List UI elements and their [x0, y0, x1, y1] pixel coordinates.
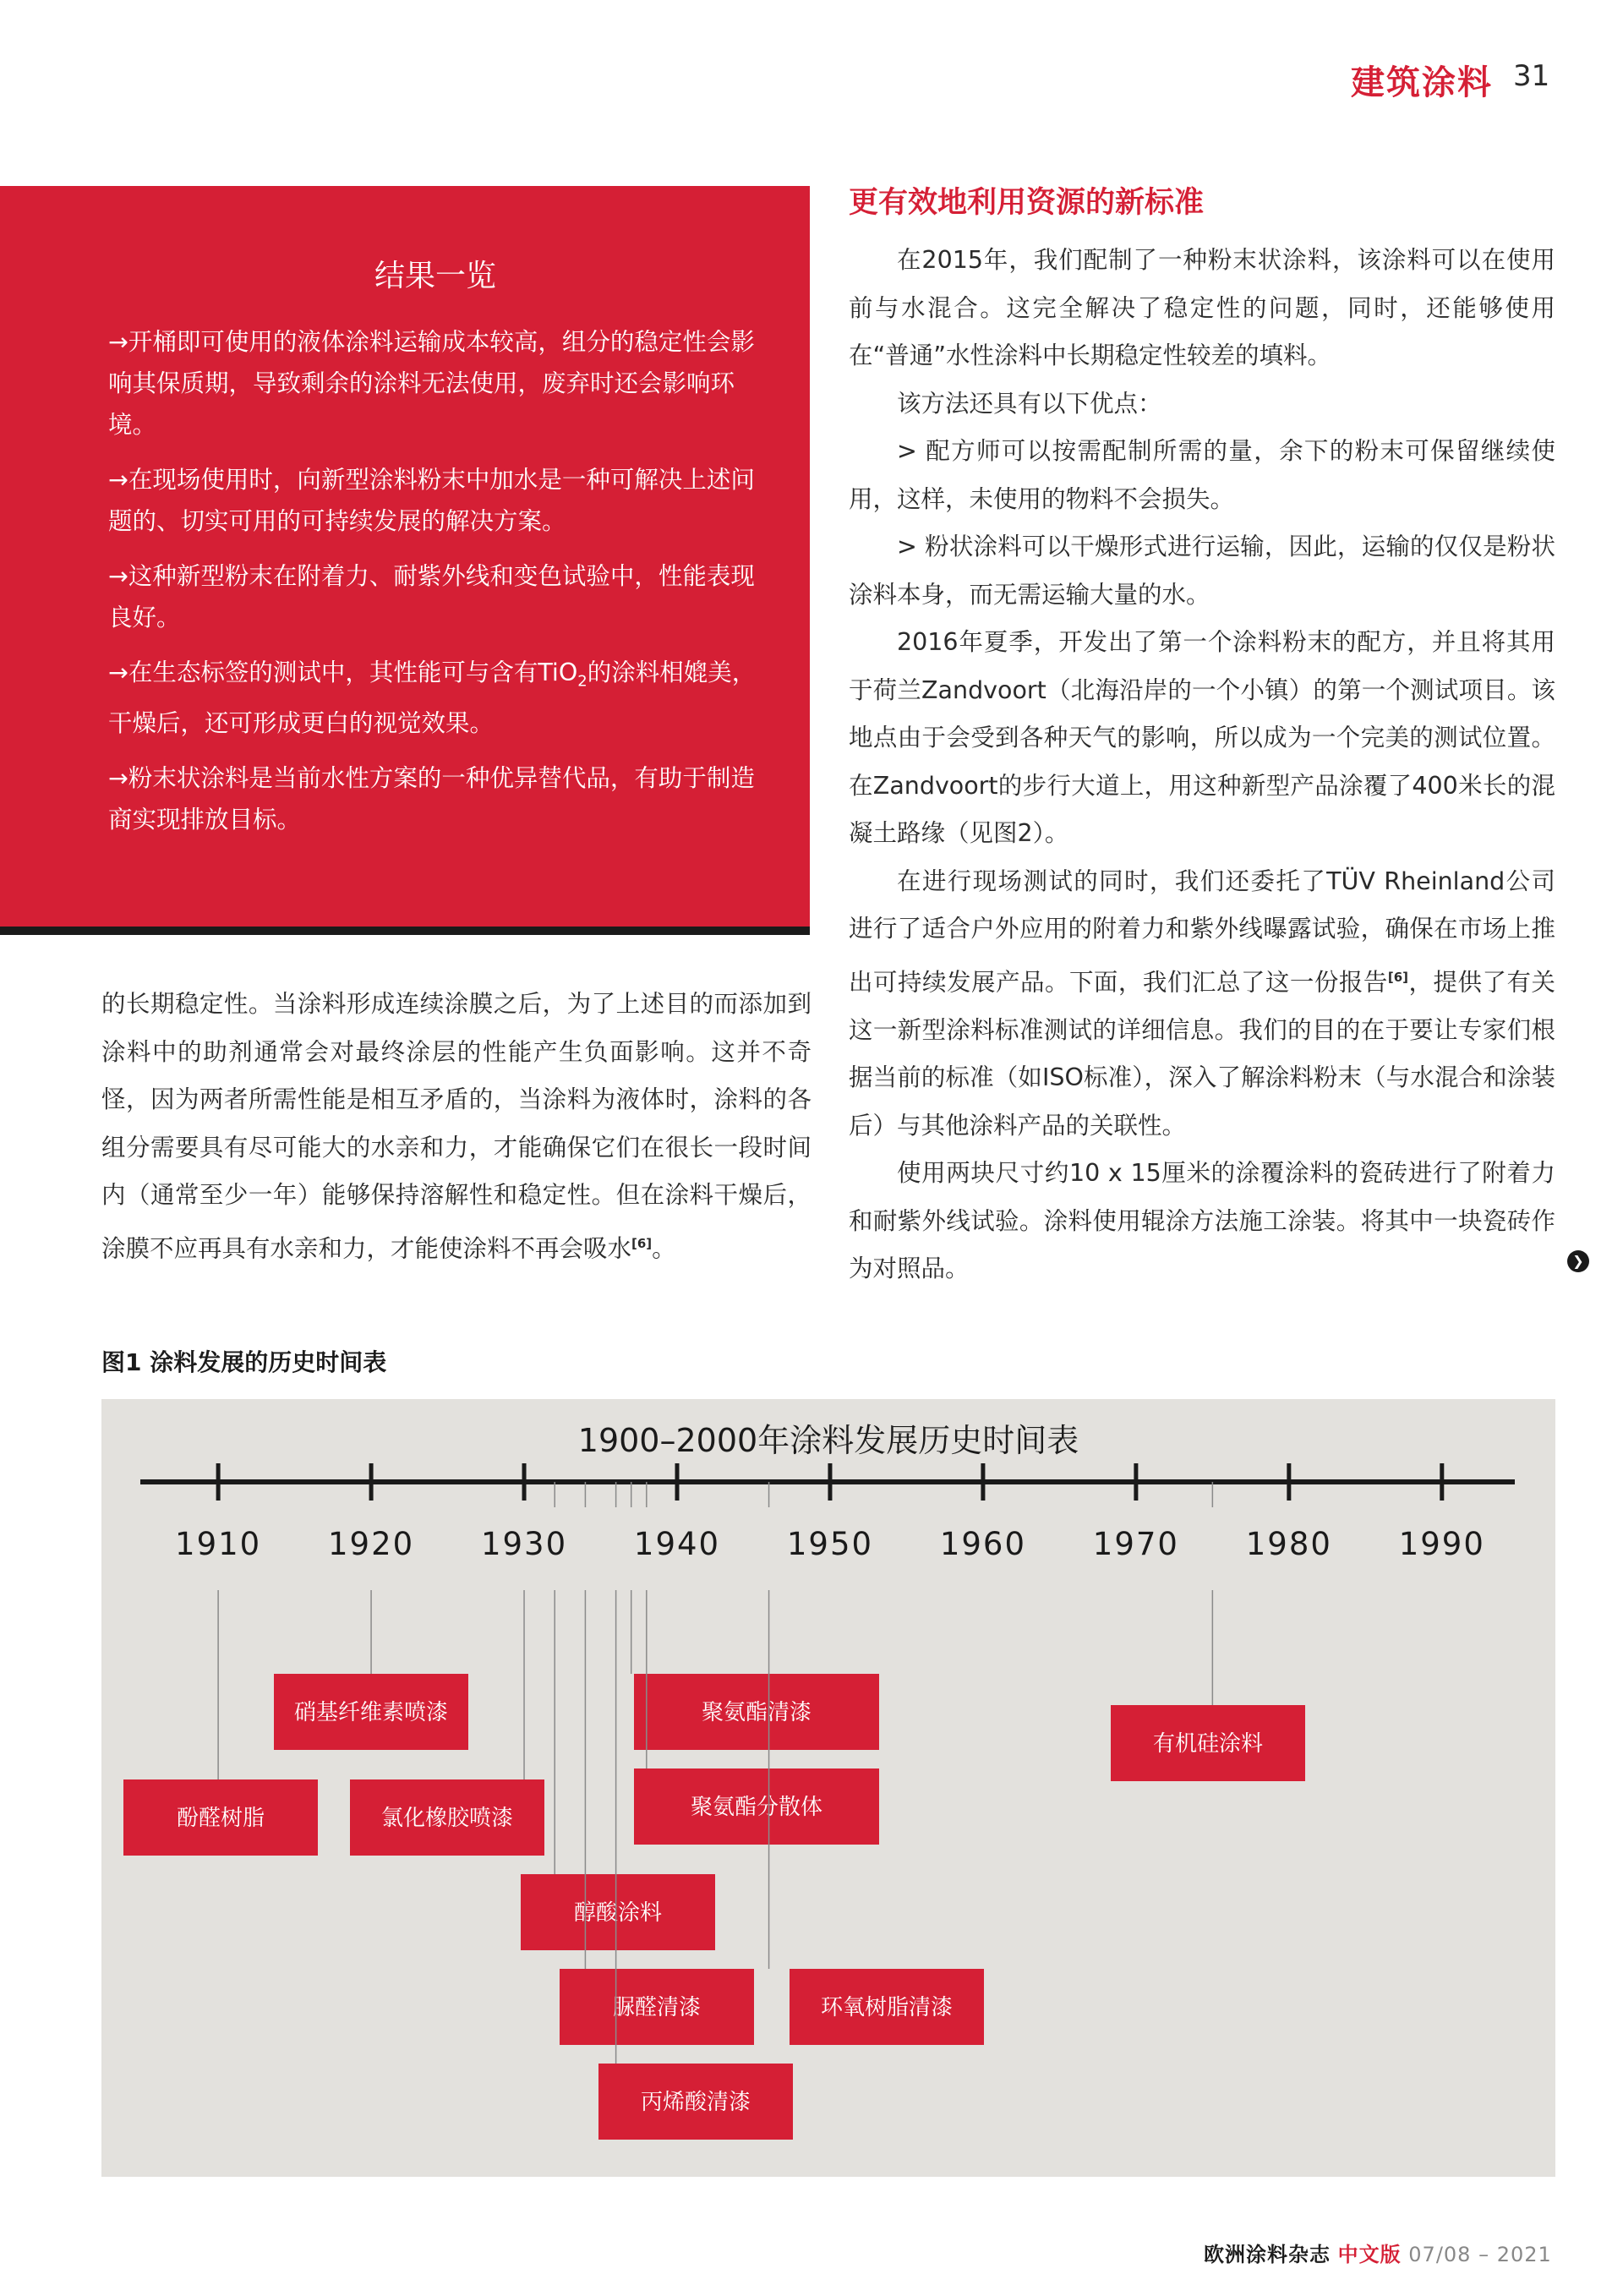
tick-label: 1990 [1398, 1526, 1485, 1562]
body-text-end: 。 [652, 1234, 676, 1262]
paragraph [849, 858, 1555, 1151]
paragraph-text: ，提供了有关这一新型涂料标准测试的详细信息。我们的目的在于要让专家们根据当前的标准（如ISO标准），深入了解涂料粉末（与水混合和涂装后）与其他涂料产品的关联性。 [849, 968, 1555, 1140]
event-label: 氯化橡胶喷漆 [380, 1806, 514, 1831]
body-text: 的长期稳定性。当涂料形成连续涂膜之后，为了上述目的而添加到涂料中的助剂通常会对最终涂层的性能产生负面影响。这并不奇怪，因为两者所需性能是相互矛盾的，当涂料为液体时，涂料的各组分需要具有尽可能大的水亲和力，才能确保它们在很长一段时间内（通常至少一年）能够保持溶解性和稳定性。但在涂料干燥后，涂膜不应再具有水亲和力，才能使涂料不再会吸水 [101, 990, 812, 1262]
event-label: 醇酸涂料 [573, 1900, 663, 1926]
tick-label: 1910 [175, 1526, 262, 1562]
timeline-figure [101, 1399, 1555, 2177]
paragraph: 该方法还具有以下优点： [897, 389, 1162, 418]
paragraph-text: 在进行现场测试的同时，我们还委托了TÜV Rheinland公司进行了适合户外应用的附着力和紫外线曝露试验，确保在市场上推出可持续发展产品。下面，我们汇总了这一份报告 [849, 866, 1555, 996]
summary-item [108, 652, 776, 744]
summary-item-text: 的涂料相媲美，干燥后，还可形成更白的视觉效果。 [108, 659, 757, 737]
chart-title: 1900–2000年涂料发展历史时间表 [577, 1422, 1079, 1459]
reference-mark: [6] [631, 1235, 653, 1251]
section-heading: 更有效地利用资源的新标准 [849, 186, 1205, 220]
tick-label: 1970 [1092, 1526, 1179, 1562]
event-label: 聚氨酯分散体 [690, 1795, 823, 1820]
figure-caption: 图1 涂料发展的历史时间表 [101, 1348, 387, 1376]
tick-label: 1930 [480, 1526, 568, 1562]
summary-item-text: →在生态标签的测试中，其性能可与含有TiO [108, 659, 578, 686]
tick-label: 1920 [327, 1526, 415, 1562]
page-number: 31 [1513, 59, 1550, 93]
reference-mark: [6] [1387, 969, 1409, 985]
event-label: 丙烯酸清漆 [640, 2090, 751, 2115]
tick-label: 1960 [939, 1526, 1027, 1562]
event-label: 有机硅涂料 [1152, 1731, 1264, 1757]
summary-list [108, 321, 776, 854]
left-body-text [101, 981, 812, 1273]
tick-label: 1940 [633, 1526, 721, 1562]
paragraph: 在2015年，我们配制了一种粉末状涂料，该涂料可以在使用前与水混合。这完全解决了稳定性的问题，同时，还能够使用在“普通”水性涂料中长期稳定性较差的填料。 [849, 246, 1555, 369]
section-title: 建筑涂料 [1351, 63, 1493, 102]
tick-label: 1980 [1245, 1526, 1332, 1562]
edition-label: 中文版 [1337, 2243, 1402, 2266]
timeline-chart [101, 1399, 1555, 2177]
arrow-right-circle-icon: ❯ [1567, 1250, 1589, 1272]
magazine-name: 欧洲涂料杂志 [1204, 2243, 1331, 2266]
paragraph: 2016年夏季，开发出了第一个涂料粉末的配方，并且将其用于荷兰Zandvoort（北海沿岸的一个小镇）的第一个测试项目。该地点由于会受到各种天气的影响，所以成为一个完美的测试位置。在Zandvoort的步行大道上，用这种新型产品涂覆了400米长的混凝土路缘（见图2）。 [849, 628, 1555, 847]
subscript: 2 [577, 672, 587, 691]
summary-item: →在现场使用时，向新型涂料粉末中加水是一种可解决上述问题的、切实可用的可持续发展的解决方案。 [108, 466, 755, 535]
footer [1204, 2238, 1552, 2267]
summary-box [0, 186, 810, 935]
issue-date: 07/08 – 2021 [1408, 2243, 1552, 2266]
summary-title: 结果一览 [374, 259, 496, 293]
event-label: 硝基纤维素喷漆 [293, 1700, 449, 1725]
tick-label: 1950 [786, 1526, 874, 1562]
paragraph: > 粉状涂料可以干燥形式进行运输，因此，运输的仅仅是粉状涂料本身，而无需运输大量的水。 [849, 533, 1555, 609]
event-label: 脲醛清漆 [612, 1995, 702, 2020]
event-label: 环氧树脂清漆 [820, 1995, 954, 2020]
paragraph: 使用两块尺寸约10 x 15厘米的涂覆涂料的瓷砖进行了附着力和耐紫外线试验。涂料使用辊涂方法施工涂装。将其中一块瓷砖作为对照品。 [849, 1159, 1555, 1282]
right-column [849, 179, 1555, 1293]
paragraph: > 配方师可以按需配制所需的量，余下的粉末可保留继续使用，这样，未使用的物料不会损失。 [849, 437, 1555, 513]
event-label: 聚氨酯清漆 [701, 1700, 812, 1725]
event-label: 酚醛树脂 [176, 1806, 265, 1831]
summary-item: →粉末状涂料是当前水性方案的一种优异替代品，有助于制造商实现排放目标。 [108, 763, 755, 834]
summary-item: →这种新型粉末在附着力、耐紫外线和变色试验中，性能表现良好。 [108, 562, 755, 631]
summary-item: →开桶即可使用的液体涂料运输成本较高，组分的稳定性会影响其保质期，导致剩余的涂料无法使用，废弃时还会影响环境。 [108, 328, 755, 439]
